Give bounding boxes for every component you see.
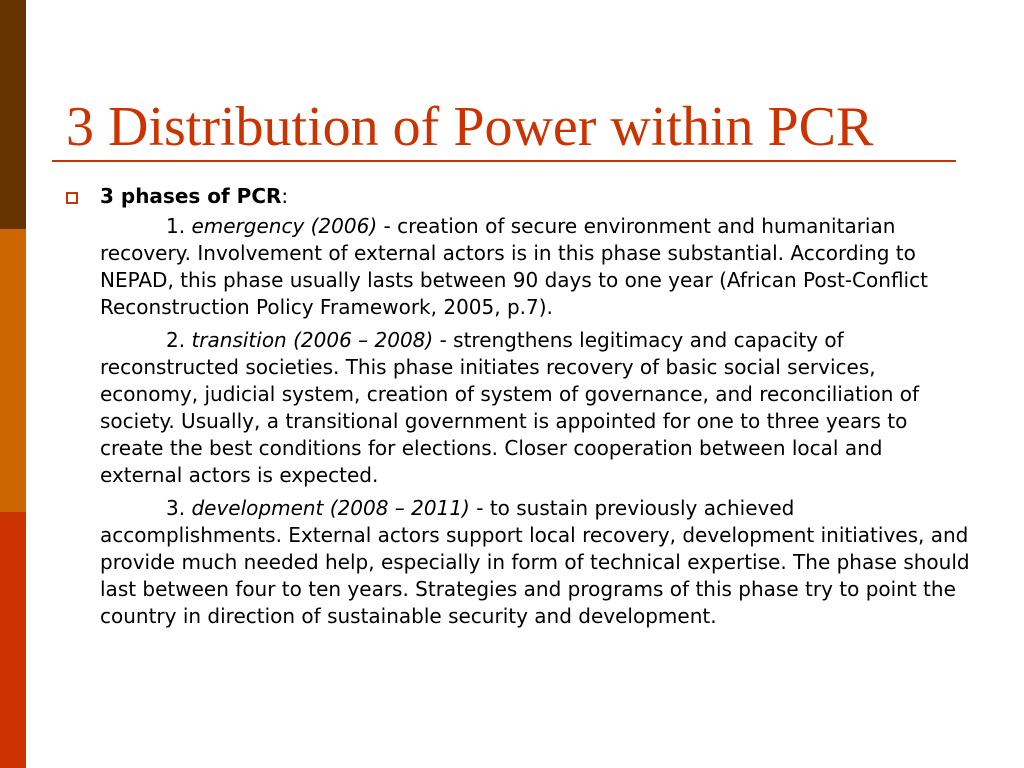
decorative-bar-top	[0, 0, 26, 229]
phase-number: 1.	[166, 214, 186, 238]
phase-separator: -	[433, 328, 454, 352]
bullet-heading-text: 3 phases of PCR	[100, 184, 282, 208]
phase-item-emergency	[100, 213, 970, 321]
phase-description: to sustain previously achieved accomplishments. External actors support local recovery, development initiatives, and provide much needed help, especially in form of technical expertise. The phase should last between four to ten years. Strategies and programs of this phase try to point the country in direction of sustainable security and development.	[100, 496, 970, 628]
slide-body	[100, 183, 970, 636]
bullet-heading-suffix: :	[281, 184, 289, 208]
phase-name: transition (2006 – 2008)	[191, 328, 434, 352]
title-underline	[52, 160, 956, 162]
phase-name: development (2008 – 2011)	[191, 496, 470, 520]
phase-name: emergency (2006)	[191, 214, 378, 238]
slide-title: 3 Distribution of Power within PCR	[66, 96, 874, 158]
phase-description: creation of secure environment and humanitarian recovery. Involvement of external actors is in this phase substantial. According to NEPAD, this phase usually lasts between 90 days to one year (African Post-Conflict Reconstruction Policy Framework, 2005, p.7).	[100, 214, 928, 319]
phase-item-development	[100, 495, 970, 630]
bullet-heading	[100, 183, 970, 210]
phase-number: 3.	[166, 496, 186, 520]
decorative-bar-bottom	[0, 512, 26, 768]
phase-item-transition	[100, 327, 970, 489]
hollow-square-bullet-icon	[66, 192, 78, 204]
phase-number: 2.	[166, 328, 186, 352]
phase-description: strengthens legitimacy and capacity of reconstructed societies. This phase initiates recovery of basic social services, economy, judicial system, creation of system of governance, and reconciliation of society. Usually, a transitional government is appointed for one to three years to create the best conditions for elections. Closer cooperation between local and external actors is expected.	[100, 328, 920, 487]
decorative-bar-middle	[0, 229, 26, 512]
phase-separator: -	[469, 496, 490, 520]
phase-separator: -	[377, 214, 398, 238]
